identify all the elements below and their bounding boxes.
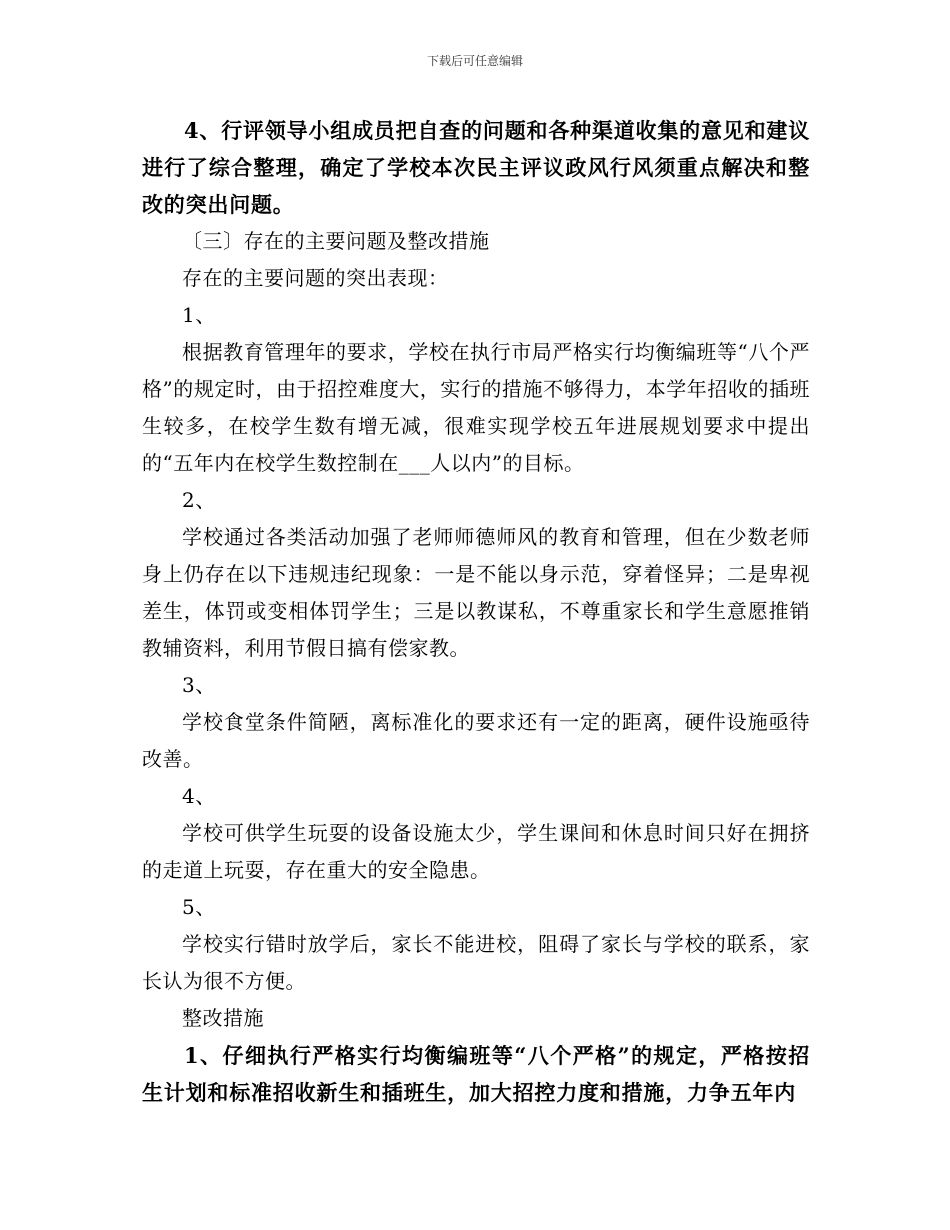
- subheading-measures: 整改措施: [182, 1006, 264, 1030]
- paragraph-problem-2: 学校通过各类活动加强了老师师德师风的教育和管理，但在少数老师身上仍存在以下违规违纪现象：一是不能以身示范，穿着怪异；二是卑视差生，体罚或变相体罚学生；三是以教谋私，不尊重家长和学生意愿推销教辅资料，利用节假日搞有偿家教。: [142, 525, 810, 660]
- subheading-main-problems: 存在的主要问题的突出表现：: [182, 266, 449, 290]
- list-number-5: 5、: [182, 895, 216, 919]
- list-number-4: 4、: [182, 784, 216, 808]
- paragraph-measure-1: 1、仔细执行严格实行均衡编班等“八个严格”的规定，严格按招生计划和标准招收新生和插班生，加大招控力度和措施，力争五年内: [142, 1043, 810, 1105]
- document-body: [142, 112, 810, 1111]
- list-number-2: 2、: [182, 488, 216, 512]
- section-heading-problems: 〔三〕存在的主要问题及整改措施: [182, 229, 490, 253]
- paragraph-problem-4: 学校可供学生玩耍的设备设施太少，学生课间和休息时间只好在拥挤的走道上玩耍，存在重大的安全隐患。: [142, 821, 810, 882]
- list-number-1: 1、: [182, 303, 216, 327]
- paragraph-review-summary: 4、行评领导小组成员把自查的问题和各种渠道收集的意见和建议进行了综合整理，确定了学校本次民主评议政风行风须重点解决和整改的突出问题。: [142, 118, 810, 217]
- list-number-3: 3、: [182, 673, 216, 697]
- paragraph-problem-3: 学校食堂条件简陋，离标准化的要求还有一定的距离，硬件设施亟待改善。: [142, 710, 810, 771]
- paragraph-problem-1: 根据教育管理年的要求，学校在执行市局严格实行均衡编班等“八个严格”的规定时，由于招控难度大，实行的措施不够得力，本学年招收的插班生较多，在校学生数有增无减，很难实现学校五年进展规划要求中提出的“五年内在校学生数控制在___人以内”的目标。: [142, 340, 810, 475]
- page-header: 下载后可任意编辑: [426, 54, 523, 68]
- paragraph-problem-5: 学校实行错时放学后，家长不能进校，阻碍了家长与学校的联系，家长认为很不方便。: [142, 932, 810, 993]
